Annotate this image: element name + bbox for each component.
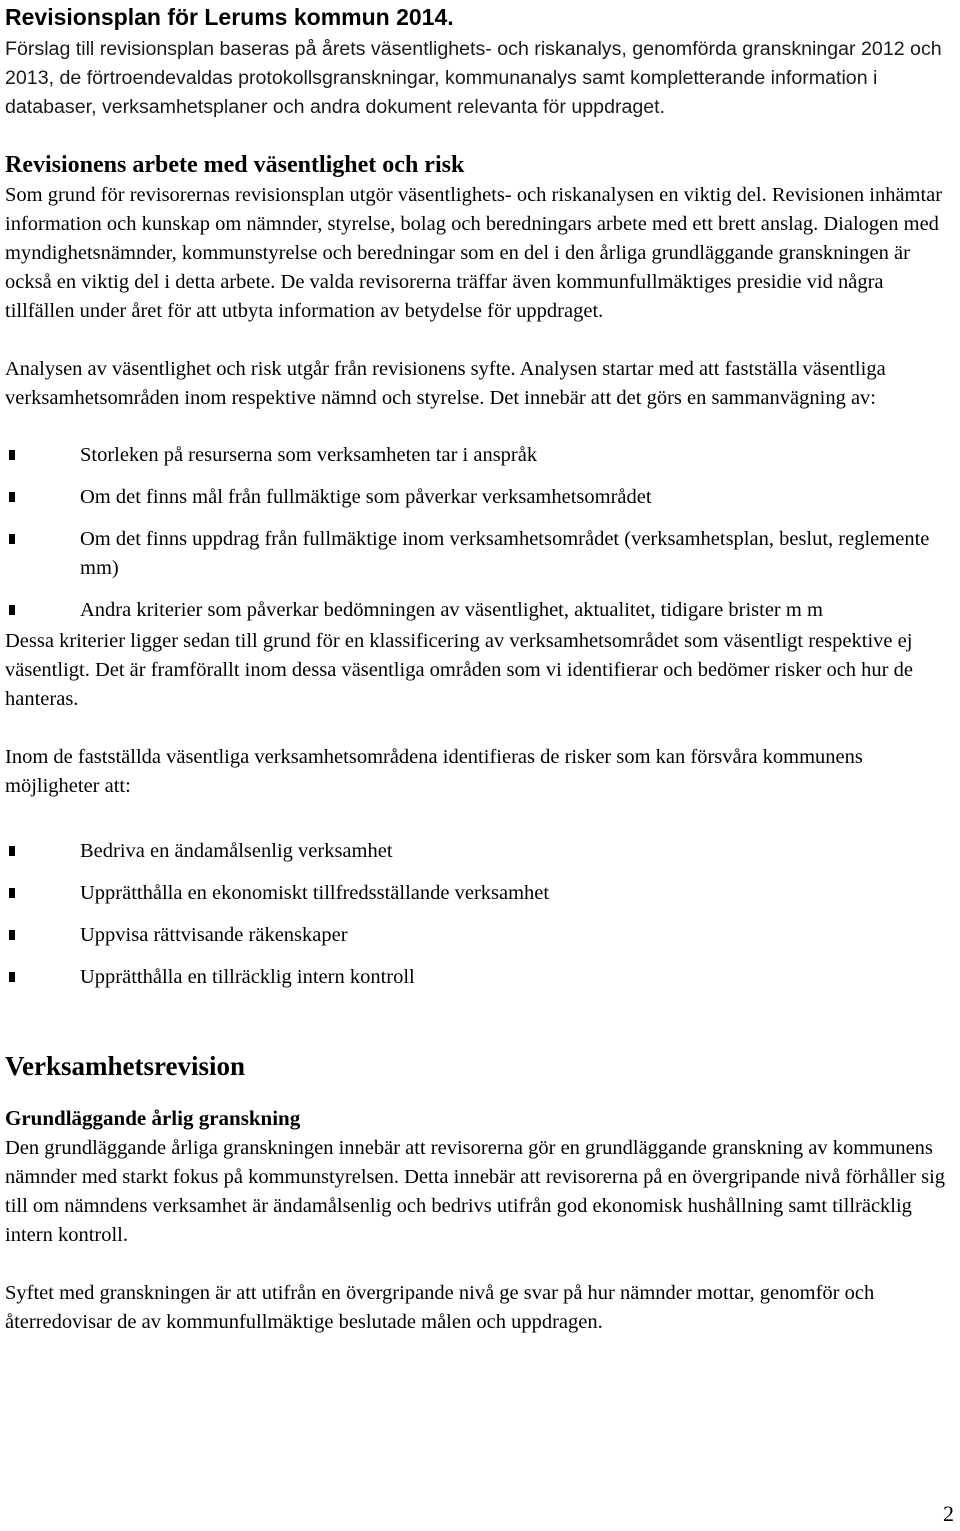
criteria-item-text: Andra kriterier som påverkar bedömningen av väsentlighet, aktualitet, tidigare brister m m (80, 599, 823, 621)
risk-paragraph-3: Dessa kriterier ligger sedan till grund för en klassificering av verksamhetsområdet som väsentligt respektive ej väsentligt. Det är framförallt inom dessa väsentliga områden som vi identifierar och bedömer risker och hur de hanteras. (5, 630, 913, 710)
square-bullet-icon (9, 972, 15, 982)
list-item (5, 837, 953, 866)
document-title: Revisionsplan för Lerums kommun 2014. (5, 4, 454, 30)
audit-paragraph-1: Den grundläggande årliga granskningen innebär att revisorerna gör en grundläggande granskning av kommunens nämnder med starkt fokus på kommunstyrelsen. Detta innebär att revisorerna på en övergripande nivå förhåller sig till om nämndens verksamhet är ändamålsenlig och bedrivs utifrån god ekonomisk hushållning samt tillräcklig intern kontroll. (5, 1137, 946, 1246)
ability-item-text: Upprätthålla en tillräcklig intern kontroll (80, 966, 415, 988)
square-bullet-icon (9, 492, 15, 502)
square-bullet-icon (9, 534, 15, 544)
risk-paragraph-4: Inom de fastställda väsentliga verksamhetsområdena identifieras de risker som kan försvåra kommunens möjligheter att: (5, 746, 863, 797)
abilities-list (5, 837, 953, 992)
square-bullet-icon (9, 450, 15, 460)
list-item (5, 921, 953, 950)
audit-section-heading: Verksamhetsrevision (5, 1051, 246, 1081)
criteria-item-text: Om det finns mål från fullmäktige som påverkar verksamhetsområdet (80, 486, 652, 508)
square-bullet-icon (9, 930, 15, 940)
square-bullet-icon (9, 888, 15, 898)
criteria-item-text: Storleken på resurserna som verksamheten tar i anspråk (80, 444, 538, 466)
list-item (5, 483, 953, 512)
list-item (5, 525, 953, 583)
square-bullet-icon (9, 846, 15, 856)
ability-item-text: Upprätthålla en ekonomiskt tillfredsställande verksamhet (80, 882, 550, 904)
audit-paragraph-2: Syftet med granskningen är att utifrån en övergripande nivå ge svar på hur nämnder mottar, genomför och återredovisar de av kommunfullmäktige beslutade målen och uppdragen. (5, 1282, 875, 1333)
list-item (5, 441, 953, 470)
list-item (5, 879, 953, 908)
document-page (5, 0, 953, 1337)
page-number: 2 (943, 1501, 954, 1526)
square-bullet-icon (9, 605, 15, 615)
audit-subheading: Grundläggande årlig granskning (5, 1106, 301, 1130)
risk-section-heading: Revisionens arbete med väsentlighet och risk (5, 152, 465, 178)
risk-paragraph-2: Analysen av väsentlighet och risk utgår från revisionens syfte. Analysen startar med att fastställa väsentliga verksamhetsområden inom respektive nämnd och styrelse. Det innebär att det görs en sammanvägning av: (5, 358, 886, 409)
criteria-list (5, 441, 953, 625)
list-item (5, 963, 953, 992)
ability-item-text: Uppvisa rättvisande räkenskaper (80, 924, 348, 946)
list-item (5, 596, 953, 625)
criteria-item-text: Om det finns uppdrag från fullmäktige inom verksamhetsområdet (verksamhetsplan, beslut, reglemente mm) (80, 528, 930, 579)
risk-paragraph-1: Som grund för revisorernas revisionsplan utgör väsentlighets- och riskanalysen en viktig del. Revisionen inhämtar information och kunskap om nämnder, styrelse, bolag och beredningars arbete med ett brett anslag. Dialogen med myndighetsnämnder, kommunstyrelse och beredningar som en del i den årliga grundläggande granskningen är också en viktig del i detta arbete. De valda revisorerna träffar även kommunfullmäktiges presidie vid några tillfällen under året för att utbyta information av betydelse för uppdraget. (5, 184, 943, 322)
ability-item-text: Bedriva en ändamålsenlig verksamhet (80, 840, 393, 862)
intro-paragraph: Förslag till revisionsplan baseras på årets väsentlighets- och riskanalys, genomförda granskningar 2012 och 2013, de förtroendevaldas protokollsgranskningar, kommunanalys samt kompletterande information i databaser, verksamhetsplaner och andra dokument relevanta för uppdraget. (5, 38, 942, 118)
